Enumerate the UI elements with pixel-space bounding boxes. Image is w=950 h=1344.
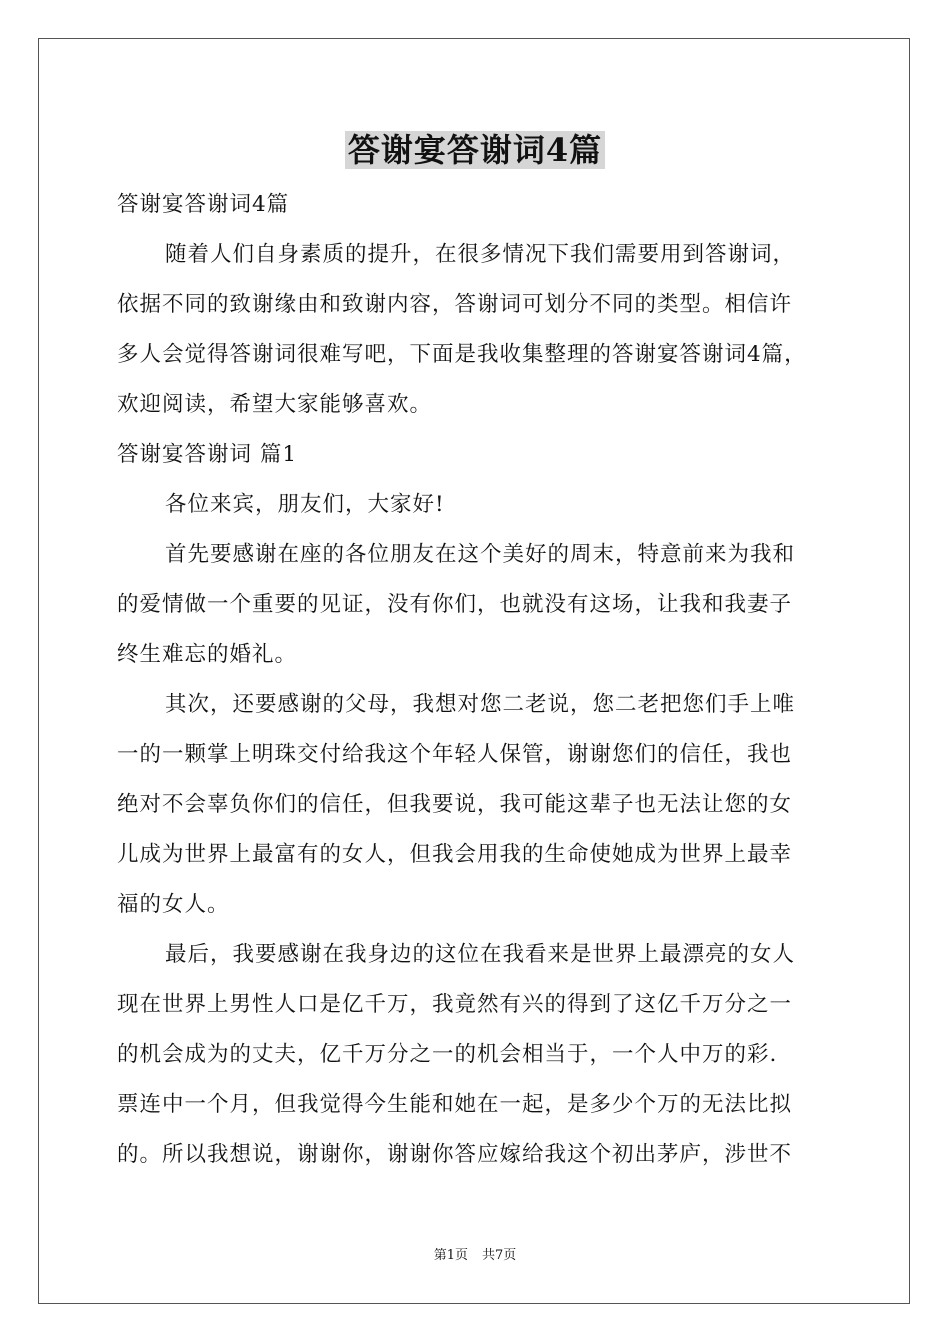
text-line: 首先要感谢在座的各位朋友在这个美好的周末，特意前来为我和 — [165, 542, 796, 567]
text-line: 儿成为世界上最富有的女人，但我会用我的生命使她成为世界上最幸 — [117, 842, 793, 867]
text-line: 答谢宴答谢词 篇1 — [117, 442, 298, 467]
text-line: 欢迎阅读，希望大家能够喜欢。 — [117, 392, 433, 417]
text-line: 的机会成为的丈夫，亿千万分之一的机会相当于，一个人中万的彩. — [117, 1042, 778, 1067]
text-line: 福的女人。 — [117, 892, 230, 917]
text-line: 依据不同的致谢缘由和致谢内容，答谢词可划分不同的类型。相信许 — [117, 292, 793, 317]
text-line: 最后，我要感谢在我身边的这位在我看来是世界上最漂亮的女人 — [165, 942, 796, 967]
text-line: 的。所以我想说，谢谢你，谢谢你答应嫁给我这个初出茅庐，涉世不 — [117, 1142, 793, 1167]
text-line: 随着人们自身素质的提升，在很多情况下我们需要用到答谢词， — [165, 242, 796, 267]
page-total: 共7页 — [482, 1248, 517, 1263]
text-line: 的爱情做一个重要的见证，没有你们，也就没有这场，让我和我妻子 — [117, 592, 793, 617]
text-line: 终生难忘的婚礼。 — [117, 642, 298, 667]
text-line: 现在世界上男性人口是亿千万，我竟然有兴的得到了这亿千万分之一 — [117, 992, 793, 1017]
text-line: 绝对不会辜负你们的信任，但我要说，我可能这辈子也无法让您的女 — [117, 792, 793, 817]
document-body — [117, 180, 837, 1180]
page-footer — [0, 1246, 950, 1266]
text-line: 一的一颗掌上明珠交付给我这个年轻人保管，谢谢您们的信任，我也 — [117, 742, 793, 767]
text-line: 各位来宾，朋友们，大家好! — [165, 492, 445, 517]
document-subtitle: 答谢宴答谢词4篇 — [117, 192, 290, 217]
text-line: 其次，还要感谢的父母，我想对您二老说，您二老把您们手上唯 — [165, 692, 796, 717]
text-line: 票连中一个月，但我觉得今生能和她在一起，是多少个万的无法比拟 — [117, 1092, 793, 1117]
document-title — [0, 128, 950, 172]
document-title-text: 答谢宴答谢词4篇 — [345, 131, 605, 169]
text-line: 多人会觉得答谢词很难写吧，下面是我收集整理的答谢宴答谢词4篇， — [117, 342, 807, 367]
page-number: 第1页 — [433, 1248, 468, 1263]
